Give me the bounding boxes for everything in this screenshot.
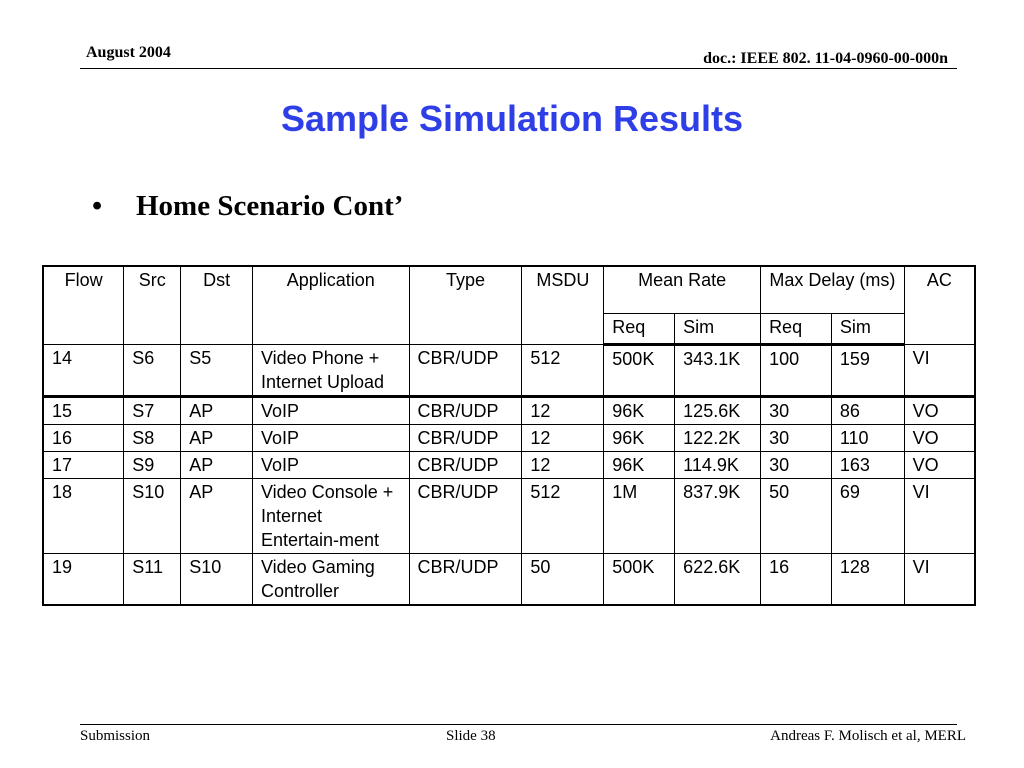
table-cell: VoIP bbox=[252, 452, 409, 479]
table-cell: S5 bbox=[181, 345, 253, 397]
col-header-delay-sim: Sim bbox=[831, 314, 904, 345]
table-cell: 96K bbox=[604, 397, 675, 425]
table-cell: 500K bbox=[604, 554, 675, 606]
header-date: August 2004 bbox=[86, 44, 171, 61]
table-cell: 343.1K bbox=[675, 345, 761, 397]
table-cell: 14 bbox=[43, 345, 124, 397]
results-table bbox=[42, 265, 976, 606]
table-cell: Video Gaming Controller bbox=[252, 554, 409, 606]
table-cell: 86 bbox=[831, 397, 904, 425]
table-row bbox=[43, 425, 975, 452]
table-cell: 622.6K bbox=[675, 554, 761, 606]
footer-authors: Andreas F. Molisch et al, MERL bbox=[770, 728, 966, 744]
table-cell: VO bbox=[904, 452, 975, 479]
table-cell: VO bbox=[904, 397, 975, 425]
col-header-mean-rate: Mean Rate bbox=[604, 266, 761, 314]
table-cell: VoIP bbox=[252, 425, 409, 452]
col-header-ac: AC bbox=[904, 266, 975, 345]
table-cell: 12 bbox=[522, 425, 604, 452]
table-cell: 837.9K bbox=[675, 479, 761, 554]
table-cell: 19 bbox=[43, 554, 124, 606]
col-header-delay-req: Req bbox=[761, 314, 832, 345]
table-cell: 1M bbox=[604, 479, 675, 554]
table-cell: CBR/UDP bbox=[409, 345, 522, 397]
table-cell: 163 bbox=[831, 452, 904, 479]
table-cell: 512 bbox=[522, 345, 604, 397]
header-divider bbox=[80, 68, 957, 69]
table-cell: 50 bbox=[522, 554, 604, 606]
table-row bbox=[43, 345, 975, 397]
table-cell: S10 bbox=[181, 554, 253, 606]
table-cell: CBR/UDP bbox=[409, 397, 522, 425]
table-cell: 12 bbox=[522, 452, 604, 479]
table-cell: S11 bbox=[124, 554, 181, 606]
table-cell: CBR/UDP bbox=[409, 554, 522, 606]
table-cell: S10 bbox=[124, 479, 181, 554]
table-row bbox=[43, 397, 975, 425]
bullet-item bbox=[92, 190, 403, 223]
table-cell: 30 bbox=[761, 425, 832, 452]
table-cell: S7 bbox=[124, 397, 181, 425]
col-header-type: Type bbox=[409, 266, 522, 345]
table-cell: 110 bbox=[831, 425, 904, 452]
table-cell: AP bbox=[181, 479, 253, 554]
table-cell: 125.6K bbox=[675, 397, 761, 425]
table-cell: AP bbox=[181, 452, 253, 479]
table-cell: VoIP bbox=[252, 397, 409, 425]
table-cell: AP bbox=[181, 397, 253, 425]
table-cell: 128 bbox=[831, 554, 904, 606]
table-cell: VI bbox=[904, 345, 975, 397]
table-cell: CBR/UDP bbox=[409, 425, 522, 452]
table-cell: VO bbox=[904, 425, 975, 452]
table-cell: 18 bbox=[43, 479, 124, 554]
table-cell: Video Console + Internet Entertain-ment bbox=[252, 479, 409, 554]
col-header-application: Application bbox=[252, 266, 409, 345]
table-cell: 114.9K bbox=[675, 452, 761, 479]
table-cell: 96K bbox=[604, 452, 675, 479]
bullet-icon: • bbox=[92, 190, 103, 222]
table-row bbox=[43, 452, 975, 479]
col-header-mean-sim: Sim bbox=[675, 314, 761, 345]
table-cell: 96K bbox=[604, 425, 675, 452]
col-header-src: Src bbox=[124, 266, 181, 345]
table-cell: S9 bbox=[124, 452, 181, 479]
col-header-msdu: MSDU bbox=[522, 266, 604, 345]
table-cell: 12 bbox=[522, 397, 604, 425]
table-cell: S8 bbox=[124, 425, 181, 452]
footer-submission: Submission bbox=[80, 728, 151, 744]
table-cell: 30 bbox=[761, 397, 832, 425]
footer-slide-number: Slide 38 bbox=[446, 728, 496, 744]
header-doc-id: doc.: IEEE 802. 11-04-0960-00-000n bbox=[703, 50, 948, 67]
table-cell: 30 bbox=[761, 452, 832, 479]
col-header-flow: Flow bbox=[43, 266, 124, 345]
col-header-dst: Dst bbox=[181, 266, 253, 345]
footer-divider bbox=[80, 724, 957, 725]
table-cell: 500K bbox=[604, 345, 675, 397]
table-cell: Video Phone + Internet Upload bbox=[252, 345, 409, 397]
table-cell: 159 bbox=[831, 345, 904, 397]
table-cell: CBR/UDP bbox=[409, 479, 522, 554]
bullet-text: Home Scenario Cont’ bbox=[136, 190, 404, 222]
col-header-mean-req: Req bbox=[604, 314, 675, 345]
table-cell: CBR/UDP bbox=[409, 452, 522, 479]
table-cell: 16 bbox=[43, 425, 124, 452]
table-cell: 122.2K bbox=[675, 425, 761, 452]
table-cell: 512 bbox=[522, 479, 604, 554]
table-row bbox=[43, 479, 975, 554]
table-cell: VI bbox=[904, 479, 975, 554]
table-cell: 15 bbox=[43, 397, 124, 425]
table-row bbox=[43, 554, 975, 606]
table-cell: S6 bbox=[124, 345, 181, 397]
table-cell: 100 bbox=[761, 345, 832, 397]
table-cell: 16 bbox=[761, 554, 832, 606]
table-cell: VI bbox=[904, 554, 975, 606]
slide-title: Sample Simulation Results bbox=[280, 98, 744, 139]
col-header-max-delay: Max Delay (ms) bbox=[761, 266, 905, 314]
table-cell: 69 bbox=[831, 479, 904, 554]
table-cell: 17 bbox=[43, 452, 124, 479]
table-cell: 50 bbox=[761, 479, 832, 554]
table-cell: AP bbox=[181, 425, 253, 452]
